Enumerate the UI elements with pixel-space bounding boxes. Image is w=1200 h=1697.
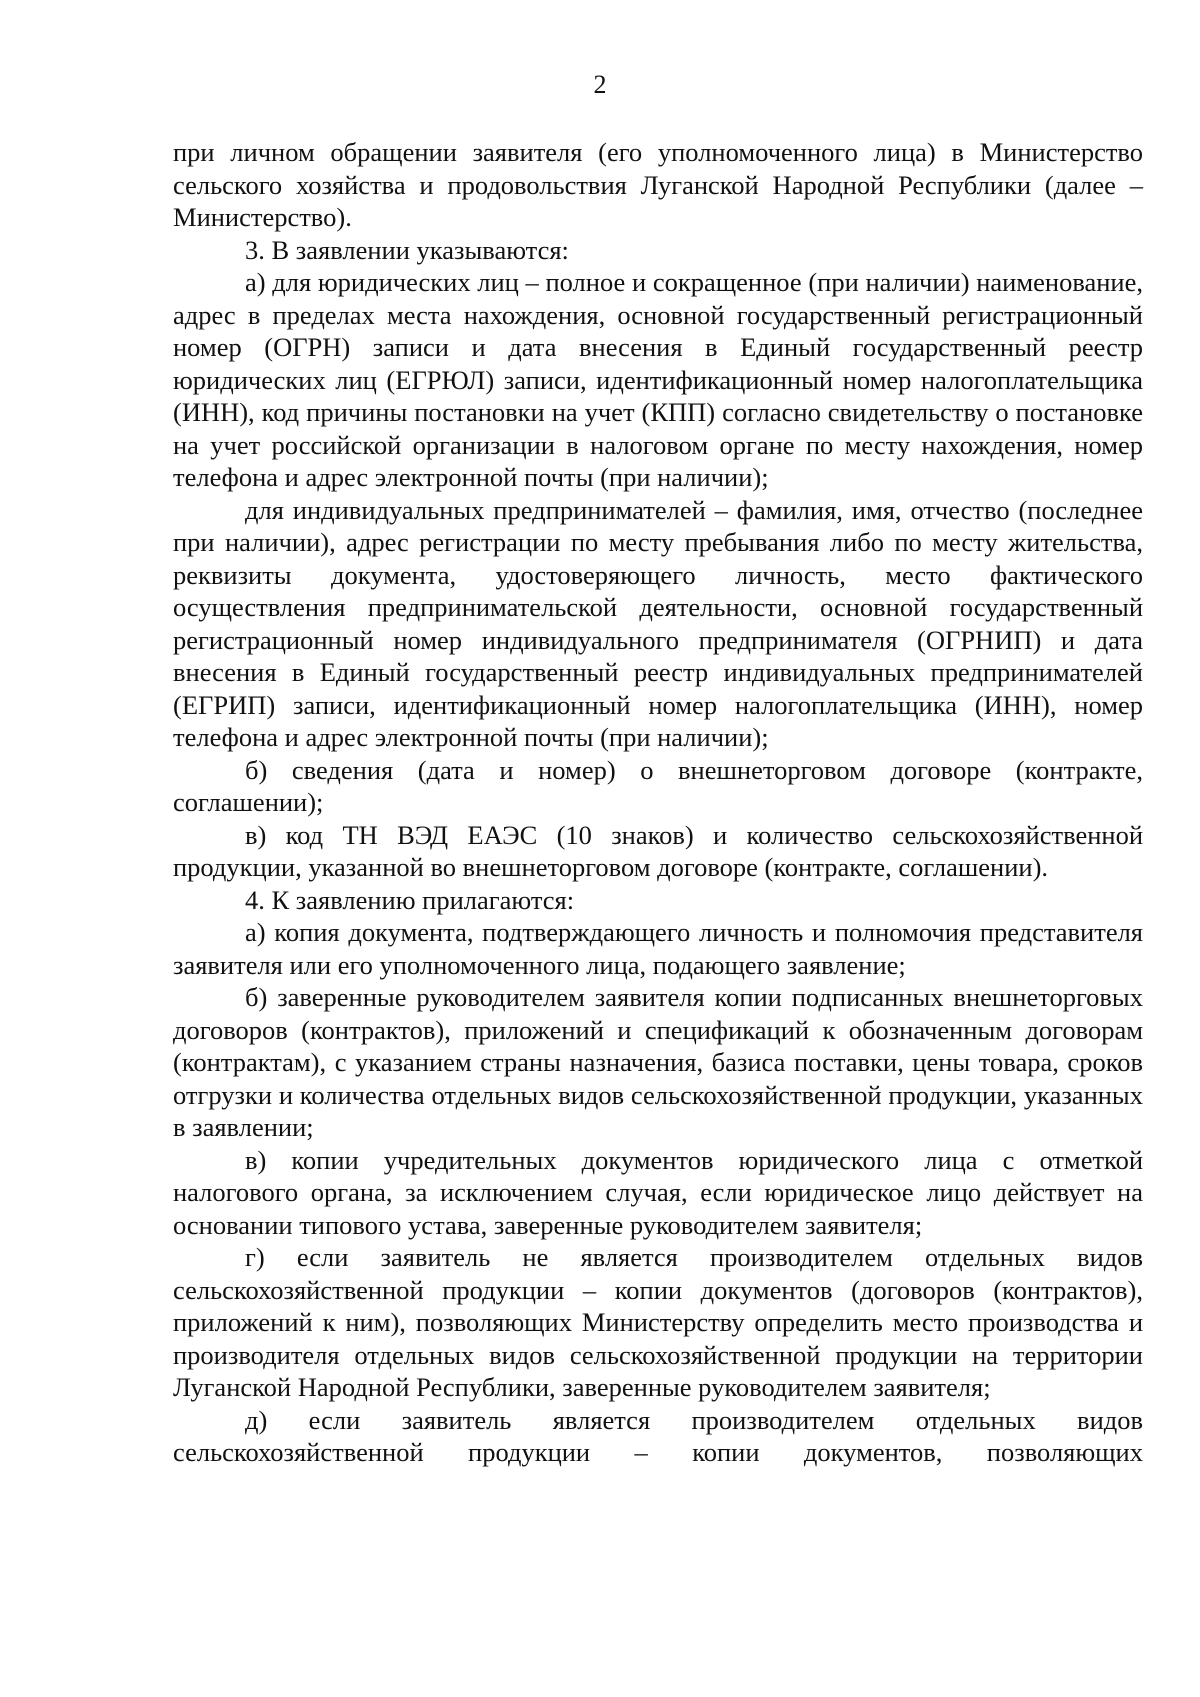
paragraph-3c: в) код ТН ВЭД ЕАЭС (10 знаков) и количество сельскохозяйственной продукции, указанной во внешнеторговом договоре (контракте, соглашении). bbox=[173, 819, 1143, 882]
paragraph-item-3: 3. В заявлении указываются: bbox=[245, 234, 569, 265]
paragraph-4e: д) если заявитель является производителем отдельных видов сельскохозяйственной продукции – копии документов, позволяющих bbox=[173, 1404, 1143, 1467]
paragraph-item-4: 4. К заявлению прилагаются: bbox=[245, 884, 575, 915]
paragraph-4b: б) заверенные руководителем заявителя копии подписанных внешнеторговых договоров (контрактов), приложений и спецификаций к обозначенным договорам (контрактам), с указанием страны назначения, базиса поставки, цены товара, сроков отгрузки и количества отдельных видов сельскохозяйственной продукции, указанных в заявлении; bbox=[173, 982, 1143, 1142]
paragraph-4c: в) копии учредительных документов юридического лица с отметкой налогового органа, за исключением случая, если юридическое лицо действует на основании типового устава, заверенные руководителем заявителя; bbox=[173, 1144, 1143, 1240]
paragraph-4d: г) если заявитель не является производителем отдельных видов сельскохозяйственной продукции – копии документов (договоров (контрактов), приложений к ним), позволяющих Министерству определить место производства и производителя отдельных видов сельскохозяйственной продукции на территории Луганской Народной Республики, заверенные руководителем заявителя; bbox=[173, 1242, 1143, 1402]
paragraph-4a: а) копия документа, подтверждающего личность и полномочия представителя заявителя или его уполномоченного лица, подающего заявление; bbox=[173, 917, 1143, 980]
paragraph-3a: а) для юридических лиц – полное и сокращенное (при наличии) наименование, адрес в пределах места нахождения, основной государственный регистрационный номер (ОГРН) записи и дата внесения в Единый государственный реестр юридических лиц (ЕГРЮЛ) записи, идентификационный номер налогоплательщика (ИНН), код причины постановки на учет (КПП) согласно свидетельству о постановке на учет российской организации в налоговом органе по месту нахождения, номер телефона и адрес электронной почты (при наличии); bbox=[173, 267, 1143, 492]
document-body bbox=[173, 136, 1143, 1469]
paragraph-intro: при личном обращении заявителя (его уполномоченного лица) в Министерство сельского хозяйства и продовольствия Луганской Народной Республики (далее – Министерство). bbox=[173, 137, 1143, 232]
paragraph-3a-individual: для индивидуальных предпринимателей – фамилия, имя, отчество (последнее при наличии), адрес регистрации по месту пребывания либо по месту жительства, реквизиты документа, удостоверяющего личность, место фактического осуществления предпринимательской деятельности, основной государственный регистрационный номер индивидуального предпринимателя (ОГРНИП) и дата внесения в Единый государственный реестр индивидуальных предпринимателей (ЕГРИП) записи, идентификационный номер налогоплательщика (ИНН), номер телефона и адрес электронной почты (при наличии); bbox=[173, 494, 1143, 752]
paragraph-3b: б) сведения (дата и номер) о внешнеторговом договоре (контракте, соглашении); bbox=[173, 754, 1143, 817]
page-number: 2 bbox=[593, 70, 607, 99]
